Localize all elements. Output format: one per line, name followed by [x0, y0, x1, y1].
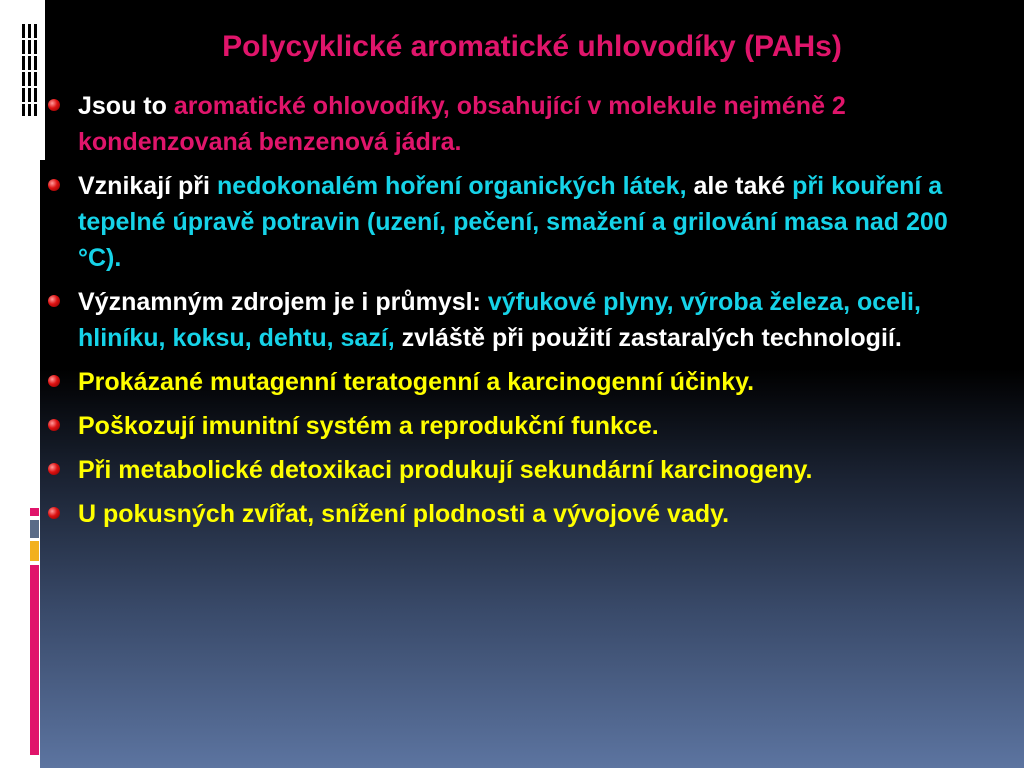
red-sphere-bullet-icon: [48, 375, 60, 387]
bullet-item: [48, 88, 978, 160]
red-sphere-bullet-icon: [48, 419, 60, 431]
red-sphere-bullet-icon: [48, 295, 60, 307]
bullet-text: Prokázané mutagenní teratogenní a karcinogenní účinky.: [78, 368, 755, 396]
text-segment-highlight: aromatické ohlovodíky, obsahující v molekule nejméně 2 kondenzovaná benzenová jádra.: [78, 92, 846, 156]
bullet-text: [78, 172, 948, 272]
bullet-text: Při metabolické detoxikaci produkují sekundární karcinogeny.: [78, 456, 813, 484]
text-segment-highlight: výfukové plyny, výroba železa, oceli, hliníku, koksu, dehtu, sazí,: [78, 288, 921, 352]
red-sphere-bullet-icon: [48, 99, 60, 111]
bullet-text: U pokusných zvířat, snížení plodnosti a vývojové vady.: [78, 500, 730, 528]
red-sphere-bullet-icon: [48, 507, 60, 519]
red-sphere-bullet-icon: [48, 463, 60, 475]
slide-title: Polycyklické aromatické uhlovodíky (PAHs): [222, 30, 842, 63]
text-segment: Významným zdrojem je i průmysl:: [78, 288, 488, 316]
text-segment-highlight: při kouření a tepelné úpravě potravin (uzení, pečení, smažení a grilování masa nad 200 °C).: [78, 172, 948, 272]
bullet-text: [78, 92, 846, 156]
bullet-item: [48, 364, 978, 400]
top-left-decoration-grid: [22, 24, 40, 116]
bullet-item: [48, 408, 978, 444]
side-marker-gray: [30, 520, 39, 538]
top-left-decoration-bar: [40, 0, 45, 160]
bullet-item: [48, 168, 978, 276]
red-sphere-bullet-icon: [48, 179, 60, 191]
side-marker-pink-small: [30, 508, 39, 516]
bullet-list: [48, 88, 978, 540]
text-segment: ale také: [686, 172, 793, 200]
bullet-text: [78, 288, 921, 352]
bullet-item: [48, 452, 978, 488]
bullet-item: [48, 284, 978, 356]
bullet-item: [48, 496, 978, 532]
side-marker-yellow: [30, 541, 39, 561]
text-segment-highlight: nedokonalém hoření organických látek,: [216, 172, 687, 200]
text-segment: Jsou to: [78, 92, 174, 120]
side-marker-pink: [30, 565, 39, 755]
text-segment: Vznikají při: [78, 172, 217, 200]
text-segment: zvláště při použití zastaralých technologií.: [394, 324, 902, 352]
bullet-text: Poškozují imunitní systém a reprodukční funkce.: [78, 412, 659, 440]
